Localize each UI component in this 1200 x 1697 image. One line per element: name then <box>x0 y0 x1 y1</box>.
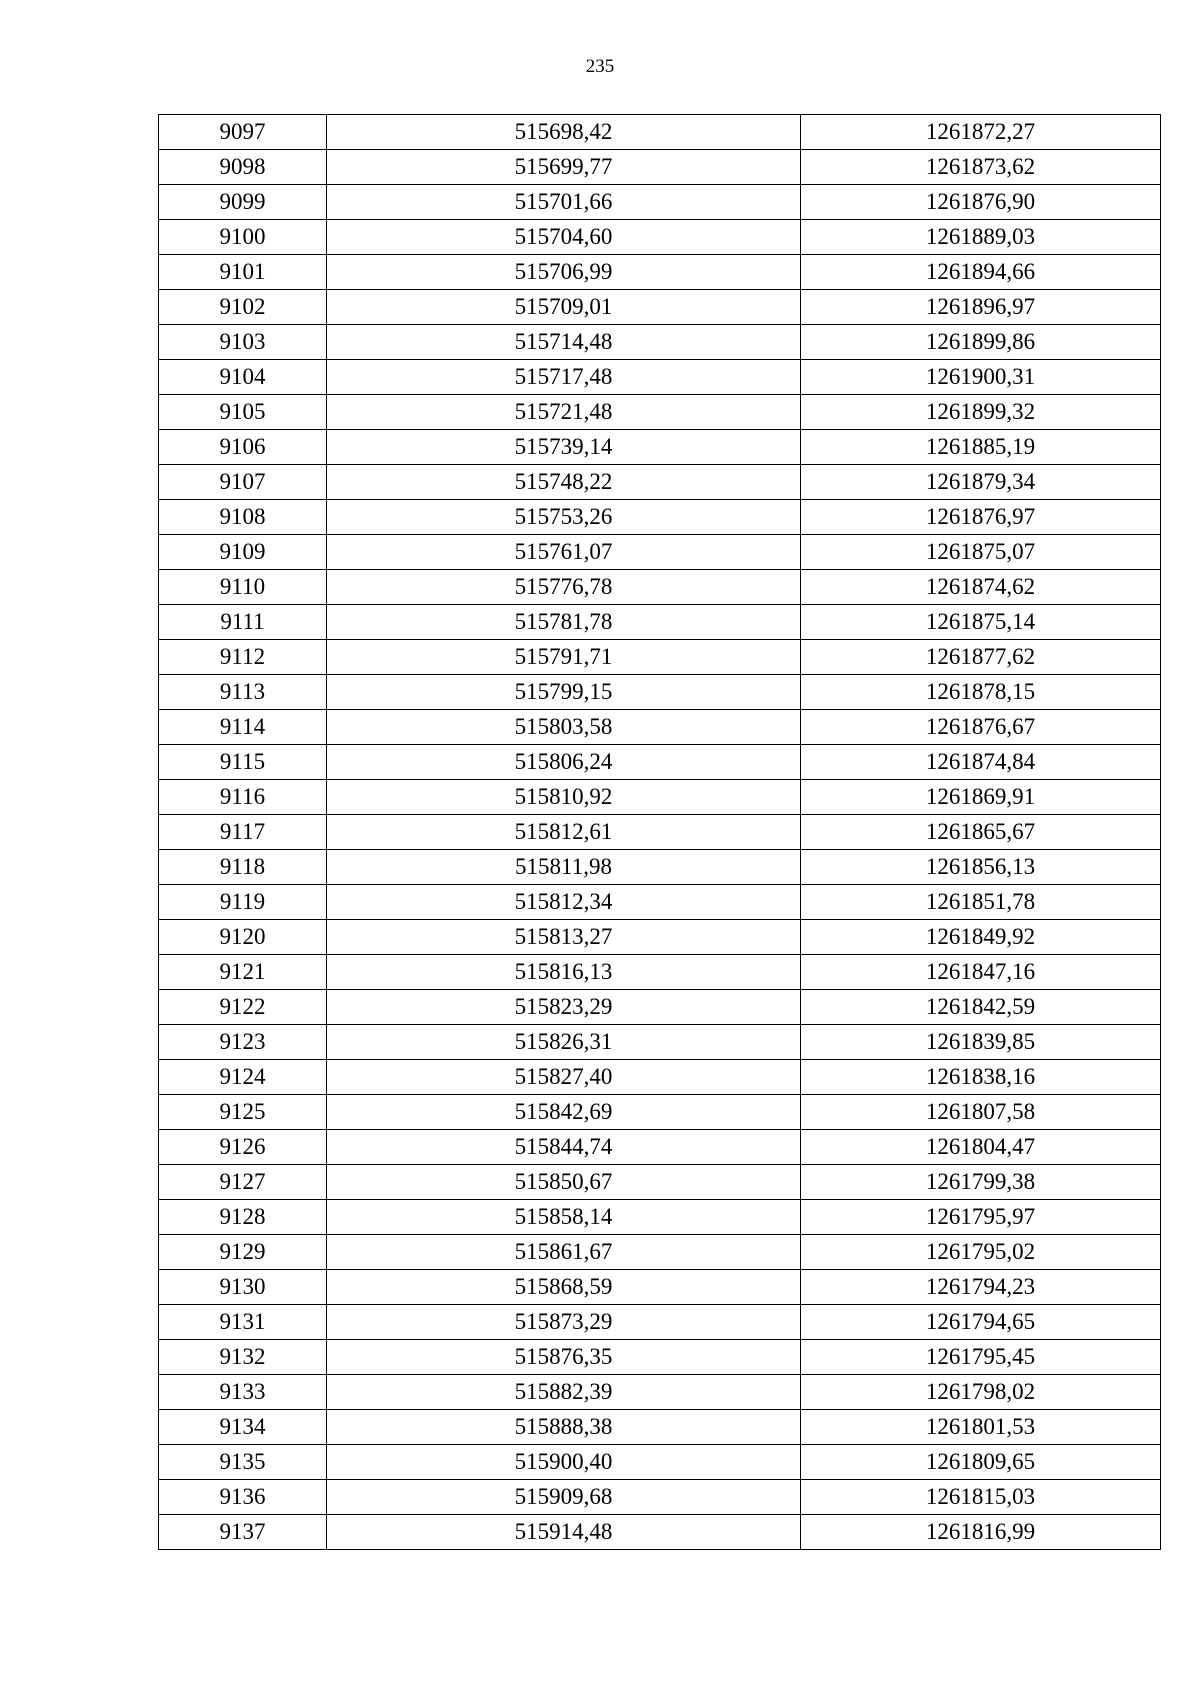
y-coordinate-cell: 1261794,65 <box>801 1305 1161 1340</box>
point-number-cell: 9118 <box>159 850 327 885</box>
point-number-cell: 9115 <box>159 745 327 780</box>
table-row <box>159 255 1161 290</box>
y-coordinate-cell: 1261804,47 <box>801 1130 1161 1165</box>
y-coordinate-cell: 1261816,99 <box>801 1515 1161 1550</box>
point-number-cell: 9102 <box>159 290 327 325</box>
y-coordinate-cell: 1261874,62 <box>801 570 1161 605</box>
table-row <box>159 1165 1161 1200</box>
point-number-cell: 9099 <box>159 185 327 220</box>
x-coordinate-cell: 515888,38 <box>327 1410 801 1445</box>
y-coordinate-cell: 1261878,15 <box>801 675 1161 710</box>
point-number-cell: 9122 <box>159 990 327 1025</box>
table-row <box>159 955 1161 990</box>
y-coordinate-cell: 1261799,38 <box>801 1165 1161 1200</box>
point-number-cell: 9129 <box>159 1235 327 1270</box>
table-row <box>159 780 1161 815</box>
point-number-cell: 9137 <box>159 1515 327 1550</box>
x-coordinate-cell: 515806,24 <box>327 745 801 780</box>
point-number-cell: 9103 <box>159 325 327 360</box>
table-row <box>159 1060 1161 1095</box>
y-coordinate-cell: 1261869,91 <box>801 780 1161 815</box>
x-coordinate-cell: 515739,14 <box>327 430 801 465</box>
y-coordinate-cell: 1261873,62 <box>801 150 1161 185</box>
x-coordinate-cell: 515823,29 <box>327 990 801 1025</box>
x-coordinate-cell: 515873,29 <box>327 1305 801 1340</box>
point-number-cell: 9098 <box>159 150 327 185</box>
point-number-cell: 9127 <box>159 1165 327 1200</box>
y-coordinate-cell: 1261875,14 <box>801 605 1161 640</box>
table-row <box>159 990 1161 1025</box>
table-row <box>159 360 1161 395</box>
x-coordinate-cell: 515781,78 <box>327 605 801 640</box>
table-row <box>159 395 1161 430</box>
table-row <box>159 1025 1161 1060</box>
x-coordinate-cell: 515826,31 <box>327 1025 801 1060</box>
point-number-cell: 9109 <box>159 535 327 570</box>
point-number-cell: 9100 <box>159 220 327 255</box>
table-row <box>159 1130 1161 1165</box>
table-row <box>159 465 1161 500</box>
coordinates-table <box>158 114 1161 1550</box>
table-row <box>159 850 1161 885</box>
y-coordinate-cell: 1261801,53 <box>801 1410 1161 1445</box>
table-row <box>159 535 1161 570</box>
table-row <box>159 675 1161 710</box>
x-coordinate-cell: 515721,48 <box>327 395 801 430</box>
table-row <box>159 325 1161 360</box>
point-number-cell: 9128 <box>159 1200 327 1235</box>
table-row <box>159 745 1161 780</box>
point-number-cell: 9132 <box>159 1340 327 1375</box>
table-row <box>159 185 1161 220</box>
point-number-cell: 9125 <box>159 1095 327 1130</box>
x-coordinate-cell: 515698,42 <box>327 115 801 150</box>
x-coordinate-cell: 515844,74 <box>327 1130 801 1165</box>
page-number: 235 <box>585 56 615 77</box>
point-number-cell: 9097 <box>159 115 327 150</box>
point-number-cell: 9130 <box>159 1270 327 1305</box>
y-coordinate-cell: 1261879,34 <box>801 465 1161 500</box>
x-coordinate-cell: 515876,35 <box>327 1340 801 1375</box>
table-row <box>159 920 1161 955</box>
point-number-cell: 9135 <box>159 1445 327 1480</box>
y-coordinate-cell: 1261889,03 <box>801 220 1161 255</box>
table-row <box>159 710 1161 745</box>
point-number-cell: 9105 <box>159 395 327 430</box>
point-number-cell: 9107 <box>159 465 327 500</box>
y-coordinate-cell: 1261795,97 <box>801 1200 1161 1235</box>
y-coordinate-cell: 1261876,97 <box>801 500 1161 535</box>
y-coordinate-cell: 1261875,07 <box>801 535 1161 570</box>
table-row <box>159 150 1161 185</box>
point-number-cell: 9111 <box>159 605 327 640</box>
x-coordinate-cell: 515850,67 <box>327 1165 801 1200</box>
x-coordinate-cell: 515761,07 <box>327 535 801 570</box>
x-coordinate-cell: 515914,48 <box>327 1515 801 1550</box>
x-coordinate-cell: 515714,48 <box>327 325 801 360</box>
table-row <box>159 1340 1161 1375</box>
point-number-cell: 9110 <box>159 570 327 605</box>
point-number-cell: 9104 <box>159 360 327 395</box>
table-row <box>159 430 1161 465</box>
y-coordinate-cell: 1261839,85 <box>801 1025 1161 1060</box>
y-coordinate-cell: 1261809,65 <box>801 1445 1161 1480</box>
point-number-cell: 9108 <box>159 500 327 535</box>
point-number-cell: 9112 <box>159 640 327 675</box>
point-number-cell: 9136 <box>159 1480 327 1515</box>
x-coordinate-cell: 515753,26 <box>327 500 801 535</box>
table-row <box>159 885 1161 920</box>
x-coordinate-cell: 515861,67 <box>327 1235 801 1270</box>
table-row <box>159 1235 1161 1270</box>
y-coordinate-cell: 1261894,66 <box>801 255 1161 290</box>
y-coordinate-cell: 1261807,58 <box>801 1095 1161 1130</box>
x-coordinate-cell: 515810,92 <box>327 780 801 815</box>
x-coordinate-cell: 515706,99 <box>327 255 801 290</box>
x-coordinate-cell: 515776,78 <box>327 570 801 605</box>
y-coordinate-cell: 1261794,23 <box>801 1270 1161 1305</box>
point-number-cell: 9114 <box>159 710 327 745</box>
x-coordinate-cell: 515827,40 <box>327 1060 801 1095</box>
point-number-cell: 9101 <box>159 255 327 290</box>
table-row <box>159 115 1161 150</box>
y-coordinate-cell: 1261876,90 <box>801 185 1161 220</box>
point-number-cell: 9121 <box>159 955 327 990</box>
point-number-cell: 9120 <box>159 920 327 955</box>
y-coordinate-cell: 1261795,45 <box>801 1340 1161 1375</box>
y-coordinate-cell: 1261795,02 <box>801 1235 1161 1270</box>
y-coordinate-cell: 1261842,59 <box>801 990 1161 1025</box>
table-row <box>159 500 1161 535</box>
x-coordinate-cell: 515799,15 <box>327 675 801 710</box>
table-row <box>159 290 1161 325</box>
x-coordinate-cell: 515717,48 <box>327 360 801 395</box>
table-row <box>159 640 1161 675</box>
table-row <box>159 1375 1161 1410</box>
y-coordinate-cell: 1261838,16 <box>801 1060 1161 1095</box>
table-row <box>159 605 1161 640</box>
y-coordinate-cell: 1261899,32 <box>801 395 1161 430</box>
x-coordinate-cell: 515699,77 <box>327 150 801 185</box>
table-row <box>159 1515 1161 1550</box>
y-coordinate-cell: 1261885,19 <box>801 430 1161 465</box>
y-coordinate-cell: 1261872,27 <box>801 115 1161 150</box>
table-row <box>159 1480 1161 1515</box>
table-row <box>159 1270 1161 1305</box>
point-number-cell: 9134 <box>159 1410 327 1445</box>
x-coordinate-cell: 515709,01 <box>327 290 801 325</box>
table-row <box>159 1305 1161 1340</box>
x-coordinate-cell: 515803,58 <box>327 710 801 745</box>
x-coordinate-cell: 515842,69 <box>327 1095 801 1130</box>
x-coordinate-cell: 515701,66 <box>327 185 801 220</box>
point-number-cell: 9133 <box>159 1375 327 1410</box>
y-coordinate-cell: 1261815,03 <box>801 1480 1161 1515</box>
x-coordinate-cell: 515811,98 <box>327 850 801 885</box>
y-coordinate-cell: 1261876,67 <box>801 710 1161 745</box>
table-row <box>159 1095 1161 1130</box>
point-number-cell: 9113 <box>159 675 327 710</box>
x-coordinate-cell: 515813,27 <box>327 920 801 955</box>
x-coordinate-cell: 515868,59 <box>327 1270 801 1305</box>
point-number-cell: 9126 <box>159 1130 327 1165</box>
x-coordinate-cell: 515748,22 <box>327 465 801 500</box>
x-coordinate-cell: 515900,40 <box>327 1445 801 1480</box>
table-row <box>159 220 1161 255</box>
x-coordinate-cell: 515909,68 <box>327 1480 801 1515</box>
x-coordinate-cell: 515858,14 <box>327 1200 801 1235</box>
table-row <box>159 570 1161 605</box>
x-coordinate-cell: 515812,61 <box>327 815 801 850</box>
point-number-cell: 9106 <box>159 430 327 465</box>
table-row <box>159 815 1161 850</box>
y-coordinate-cell: 1261900,31 <box>801 360 1161 395</box>
x-coordinate-cell: 515816,13 <box>327 955 801 990</box>
y-coordinate-cell: 1261877,62 <box>801 640 1161 675</box>
y-coordinate-cell: 1261849,92 <box>801 920 1161 955</box>
y-coordinate-cell: 1261874,84 <box>801 745 1161 780</box>
table-row <box>159 1445 1161 1480</box>
y-coordinate-cell: 1261798,02 <box>801 1375 1161 1410</box>
y-coordinate-cell: 1261856,13 <box>801 850 1161 885</box>
y-coordinate-cell: 1261896,97 <box>801 290 1161 325</box>
x-coordinate-cell: 515704,60 <box>327 220 801 255</box>
x-coordinate-cell: 515791,71 <box>327 640 801 675</box>
coordinates-table-body <box>159 115 1161 1550</box>
point-number-cell: 9124 <box>159 1060 327 1095</box>
point-number-cell: 9117 <box>159 815 327 850</box>
point-number-cell: 9116 <box>159 780 327 815</box>
x-coordinate-cell: 515882,39 <box>327 1375 801 1410</box>
point-number-cell: 9123 <box>159 1025 327 1060</box>
x-coordinate-cell: 515812,34 <box>327 885 801 920</box>
point-number-cell: 9131 <box>159 1305 327 1340</box>
y-coordinate-cell: 1261865,67 <box>801 815 1161 850</box>
table-row <box>159 1200 1161 1235</box>
y-coordinate-cell: 1261847,16 <box>801 955 1161 990</box>
y-coordinate-cell: 1261851,78 <box>801 885 1161 920</box>
y-coordinate-cell: 1261899,86 <box>801 325 1161 360</box>
point-number-cell: 9119 <box>159 885 327 920</box>
table-row <box>159 1410 1161 1445</box>
